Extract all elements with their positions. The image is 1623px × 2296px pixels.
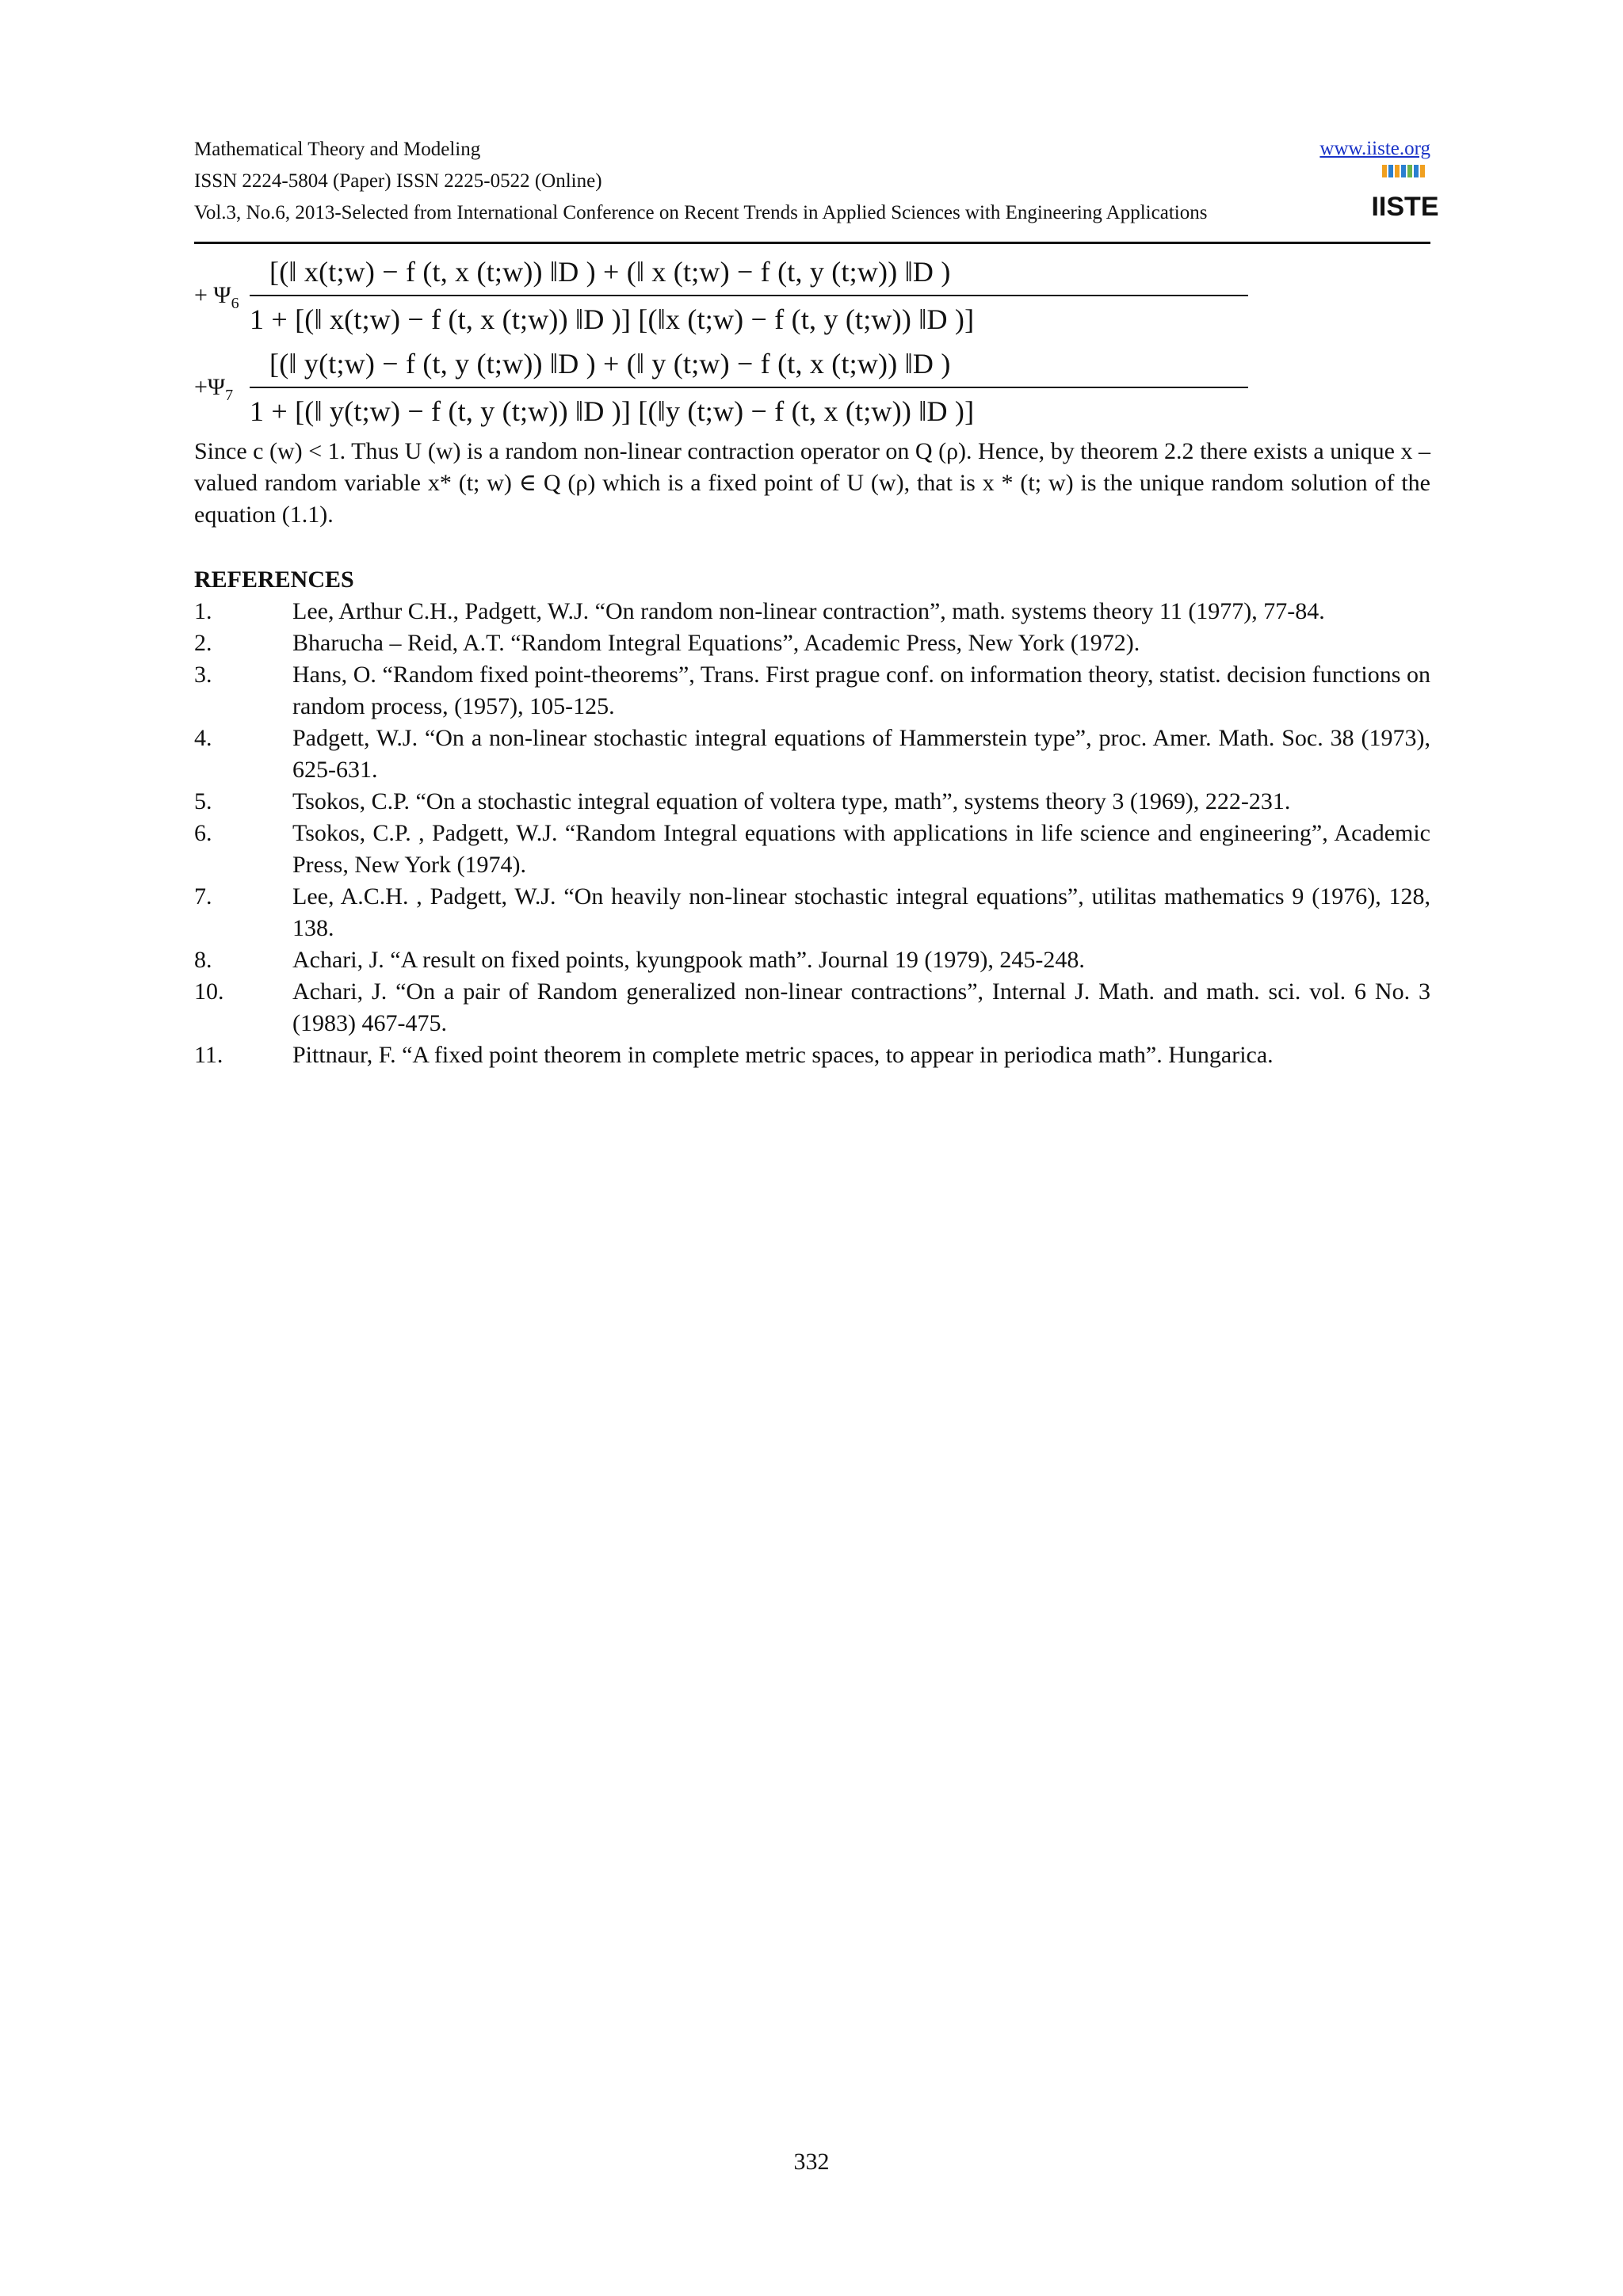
reference-text: Achari, J. “A result on fixed points, kyungpook math”. Journal 19 (1979), 245-248. (292, 947, 1085, 973)
fraction-psi7 (250, 344, 1256, 431)
reference-number: 2. (194, 630, 212, 656)
equation-psi7 (194, 344, 1430, 436)
reference-text: Achari, J. “On a pair of Random generalized non-linear contractions”, Internal J. Math. and math. sci. vol. 6 No. 3 (1983) 467-475. (292, 978, 1430, 1036)
fraction-bar (250, 295, 1248, 296)
journal-title: Mathematical Theory and Modeling (194, 139, 481, 160)
reference-text: Tsokos, C.P. “On a stochastic integral equation of voltera type, math”, systems theory 3 (1969), 222-231. (292, 788, 1291, 814)
issn-line: ISSN 2224-5804 (Paper) ISSN 2225-0522 (Online) (194, 170, 602, 192)
reference-number: 4. (194, 725, 212, 751)
coefficient-psi7 (194, 374, 233, 409)
reference-number: 6. (194, 820, 212, 846)
reference-number: 8. (194, 947, 212, 973)
reference-text: Padgett, W.J. “On a non-linear stochastic integral equations of Hammerstein type”, proc. Amer. Math. Soc. 38 (1973), 625-631. (292, 725, 1430, 783)
numerator: [(‖ y(t;w) − f (t, y (t;w)) ‖D ) + (‖ y (t;w) − f (t, x (t;w)) ‖D ) (269, 348, 951, 379)
references-heading: REFERENCES (194, 566, 354, 593)
reference-item (194, 627, 1430, 659)
journal-url-link[interactable]: www.iiste.org (1319, 138, 1430, 159)
reference-item (194, 818, 1430, 881)
reference-number: 10. (194, 978, 224, 1005)
denominator: 1 + [(‖ x(t;w) − f (t, x (t;w)) ‖D )] [(‖x (t;w) − f (t, y (t;w)) ‖D )] (250, 303, 975, 335)
coef-subscript: 7 (225, 387, 234, 404)
coefficient-psi6 (194, 282, 239, 317)
page-number: 332 (793, 2149, 830, 2175)
coef-subscript: 6 (231, 295, 239, 312)
iiste-logo (1371, 163, 1439, 225)
coef-symbol: + Ψ (194, 282, 231, 308)
reference-text: Hans, O. “Random fixed point-theorems”, Trans. First prague conf. on information theory, statist. decision functions on random process, (1957), 105-125. (292, 662, 1430, 719)
reference-text: Lee, Arthur C.H., Padgett, W.J. “On random non-linear contraction”, math. systems theory 11 (1977), 77-84. (292, 598, 1325, 624)
reference-number: 7. (194, 883, 212, 910)
equation-block (194, 252, 1430, 436)
reference-number: 3. (194, 662, 212, 688)
logo-text: IISTE (1371, 192, 1439, 222)
fraction-bar (250, 387, 1248, 388)
reference-text: Bharucha – Reid, A.T. “Random Integral Equations”, Academic Press, New York (1972). (292, 630, 1140, 656)
denominator: 1 + [(‖ y(t;w) − f (t, y (t;w)) ‖D )] [(‖y (t;w) − f (t, x (t;w)) ‖D )] (250, 395, 975, 427)
reference-item (194, 659, 1430, 723)
coef-symbol: +Ψ (194, 374, 226, 400)
fraction-psi6 (250, 252, 1256, 339)
reference-item (194, 976, 1430, 1039)
numerator: [(‖ x(t;w) − f (t, x (t;w)) ‖D ) + (‖ x (t;w) − f (t, y (t;w)) ‖D ) (269, 256, 951, 288)
reference-text: Tsokos, C.P. , Padgett, W.J. “Random Integral equations with applications in life science and engineering”, Academic Press, New York (1974). (292, 820, 1430, 878)
equation-psi6 (194, 252, 1430, 344)
conclusion-paragraph: Since c (w) < 1. Thus U (w) is a random non-linear contraction operator on Q (ρ). Hence, by theorem 2.2 there exists a unique x – valued random variable x* (t; w) ∈ Q (ρ) which is a fixed point of U (w), that is x * (t; w) is the unique random solution of the equation (1.1). (194, 438, 1430, 528)
reference-item (194, 1039, 1430, 1071)
reference-item (194, 786, 1430, 818)
reference-number: 11. (194, 1042, 223, 1068)
reference-item (194, 723, 1430, 786)
references-list (194, 596, 1430, 1071)
reference-item (194, 944, 1430, 976)
reference-number: 5. (194, 788, 212, 814)
reference-number: 1. (194, 598, 212, 624)
reference-item (194, 881, 1430, 944)
reference-text: Lee, A.C.H. , Padgett, W.J. “On heavily non-linear stochastic integral equations”, utilitas mathematics 9 (1976), 128, 138. (292, 883, 1430, 941)
reference-item (194, 596, 1430, 627)
reference-text: Pittnaur, F. “A fixed point theorem in complete metric spaces, to appear in periodica math”. Hungarica. (292, 1042, 1274, 1068)
volume-line: Vol.3, No.6, 2013-Selected from International Conference on Recent Trends in Applied Sciences with Engineering Applications (194, 202, 1208, 223)
header-divider (194, 242, 1430, 244)
